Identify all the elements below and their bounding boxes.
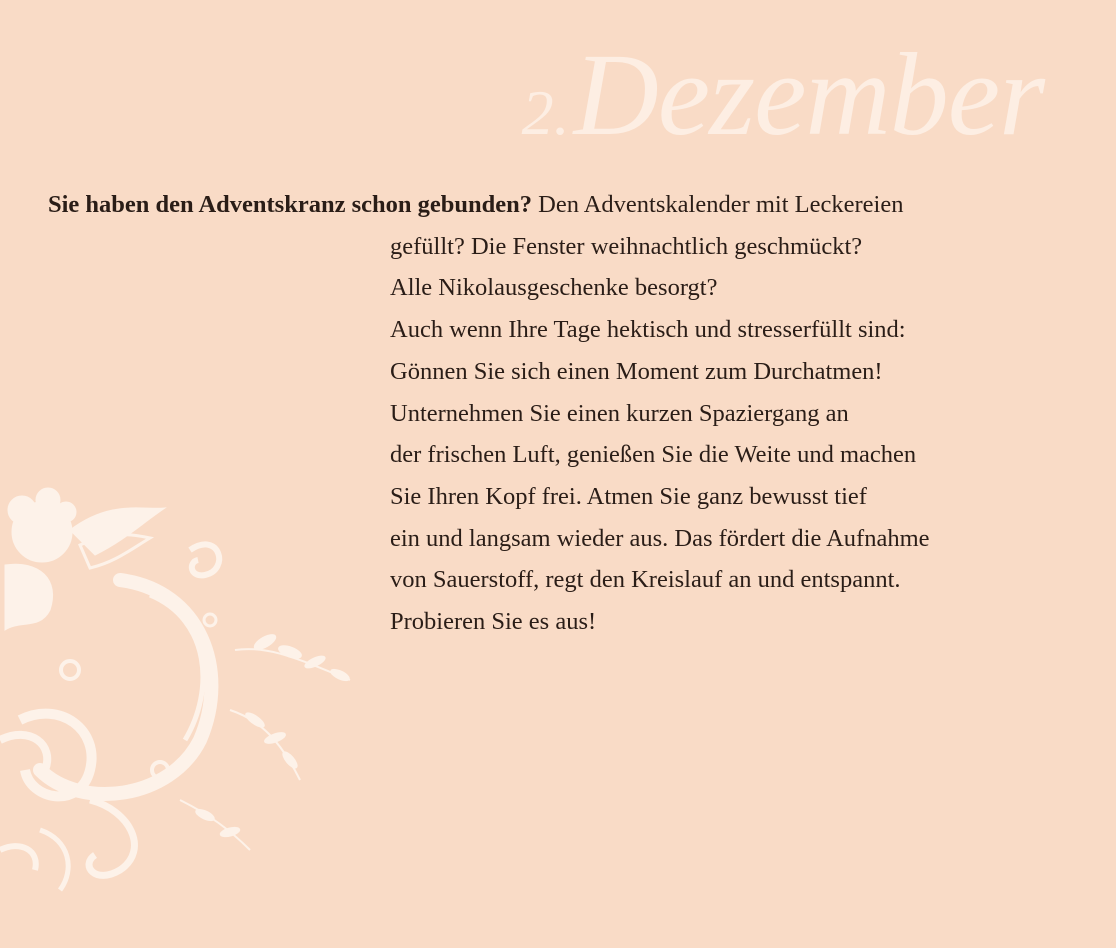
body-line: Auch wenn Ihre Tage hektisch und stresserfüllt sind: bbox=[390, 316, 906, 344]
date-heading bbox=[521, 29, 1044, 160]
date-month: Dezember bbox=[573, 29, 1044, 160]
baroque-cherub-ornament-icon bbox=[0, 470, 380, 910]
first-line-rest: Den Adventskalender mit Leckereien bbox=[538, 191, 904, 218]
first-line bbox=[48, 184, 903, 226]
body-line: Sie Ihren Kopf frei. Atmen Sie ganz bewusst tief bbox=[390, 482, 867, 510]
body-line: Unternehmen Sie einen kurzen Spaziergang an bbox=[390, 399, 849, 427]
body-line: Gönnen Sie sich einen Moment zum Durchatmen! bbox=[390, 357, 883, 385]
body-line: gefüllt? Die Fenster weihnachtlich geschmückt? bbox=[390, 232, 863, 260]
body-line: Probieren Sie es aus! bbox=[390, 608, 597, 636]
lead-question: Sie haben den Adventskranz schon gebunden? bbox=[48, 191, 533, 218]
body-line: der frischen Luft, genießen Sie die Weite und machen bbox=[390, 441, 917, 469]
body-line: ein und langsam wieder aus. Das fördert die Aufnahme bbox=[390, 524, 930, 552]
body-lines bbox=[390, 226, 930, 643]
body-line: Alle Nikolausgeschenke besorgt? bbox=[390, 274, 718, 302]
body-line: von Sauerstoff, regt den Kreislauf an und entspannt. bbox=[390, 566, 901, 594]
date-day: 2. bbox=[521, 77, 570, 148]
